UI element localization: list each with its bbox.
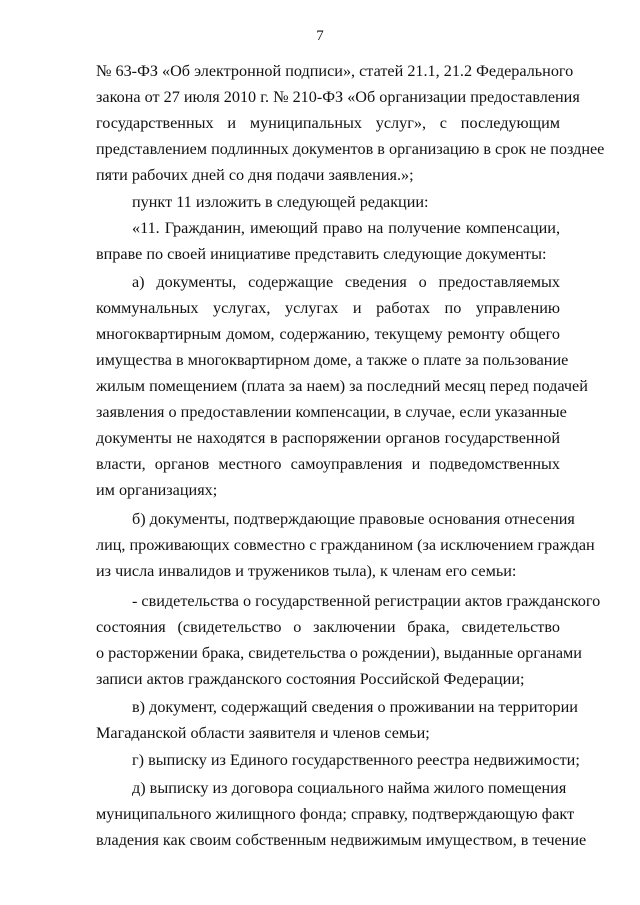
text-line: о расторжении брака, свидетельства о рождении), выданные органами	[96, 644, 582, 662]
text-line: заявления о предоставлении компенсации, в случае, если указанные	[96, 403, 567, 421]
text-line: документы не находятся в распоряжении органов государственной	[96, 429, 560, 447]
text-line: имущества в многоквартирном доме, а также о плате за пользование	[96, 351, 569, 369]
text-line: власти, органов местного самоуправления и подведомственных	[96, 455, 560, 473]
text-line: записи актов гражданского состояния Российской Федерации;	[96, 670, 525, 688]
text-line: г) выписку из Единого государственного реестра недвижимости;	[132, 751, 580, 769]
text-line: «11. Гражданин, имеющий право на получение компенсации,	[132, 219, 560, 237]
text-line: б) документы, подтверждающие правовые основания отнесения	[132, 510, 575, 528]
text-line: № 63-ФЗ «Об электронной подписи», статей 21.1, 21.2 Федерального	[96, 62, 574, 80]
page-number: 7	[316, 28, 324, 44]
text-line: а) документы, содержащие сведения о предоставляемых	[132, 273, 560, 291]
text-line: из числа инвалидов и тружеников тыла), к членам его семьи:	[96, 562, 517, 580]
text-line: владения как своим собственным недвижимым имуществом, в течение	[96, 831, 587, 849]
text-line: пункт 11 изложить в следующей редакции:	[132, 193, 429, 211]
text-line: пяти рабочих дней со дня подачи заявления.»;	[96, 166, 414, 184]
text-line: вправе по своей инициативе представить следующие документы:	[96, 245, 547, 263]
text-line: - свидетельства о государственной регистрации актов гражданского	[132, 592, 601, 610]
text-line: в) документ, содержащий сведения о проживании на территории	[132, 698, 578, 716]
text-line: муниципального жилищного фонда; справку, подтверждающую факт	[96, 805, 575, 823]
text-line: представлением подлинных документов в организацию в срок не позднее	[96, 140, 605, 158]
text-line: лиц, проживающих совместно с гражданином (за исключением граждан	[96, 536, 595, 554]
text-line: государственных и муниципальных услуг», с последующим	[96, 114, 560, 132]
text-line: коммунальных услугах, услугах и работах по управлению	[96, 299, 560, 317]
text-line: закона от 27 июля 2010 г. № 210-ФЗ «Об организации предоставления	[96, 88, 580, 106]
text-line: им организациях;	[96, 481, 218, 499]
text-line: д) выписку из договора социального найма жилого помещения	[132, 779, 567, 797]
text-line: состояния (свидетельство о заключении брака, свидетельство	[96, 618, 560, 636]
text-line: Магаданской области заявителя и членов семьи;	[96, 724, 430, 742]
text-line: жилым помещением (плата за наем) за последний месяц перед подачей	[96, 377, 588, 395]
text-line: многоквартирным домом, содержанию, текущему ремонту общего	[96, 325, 560, 343]
